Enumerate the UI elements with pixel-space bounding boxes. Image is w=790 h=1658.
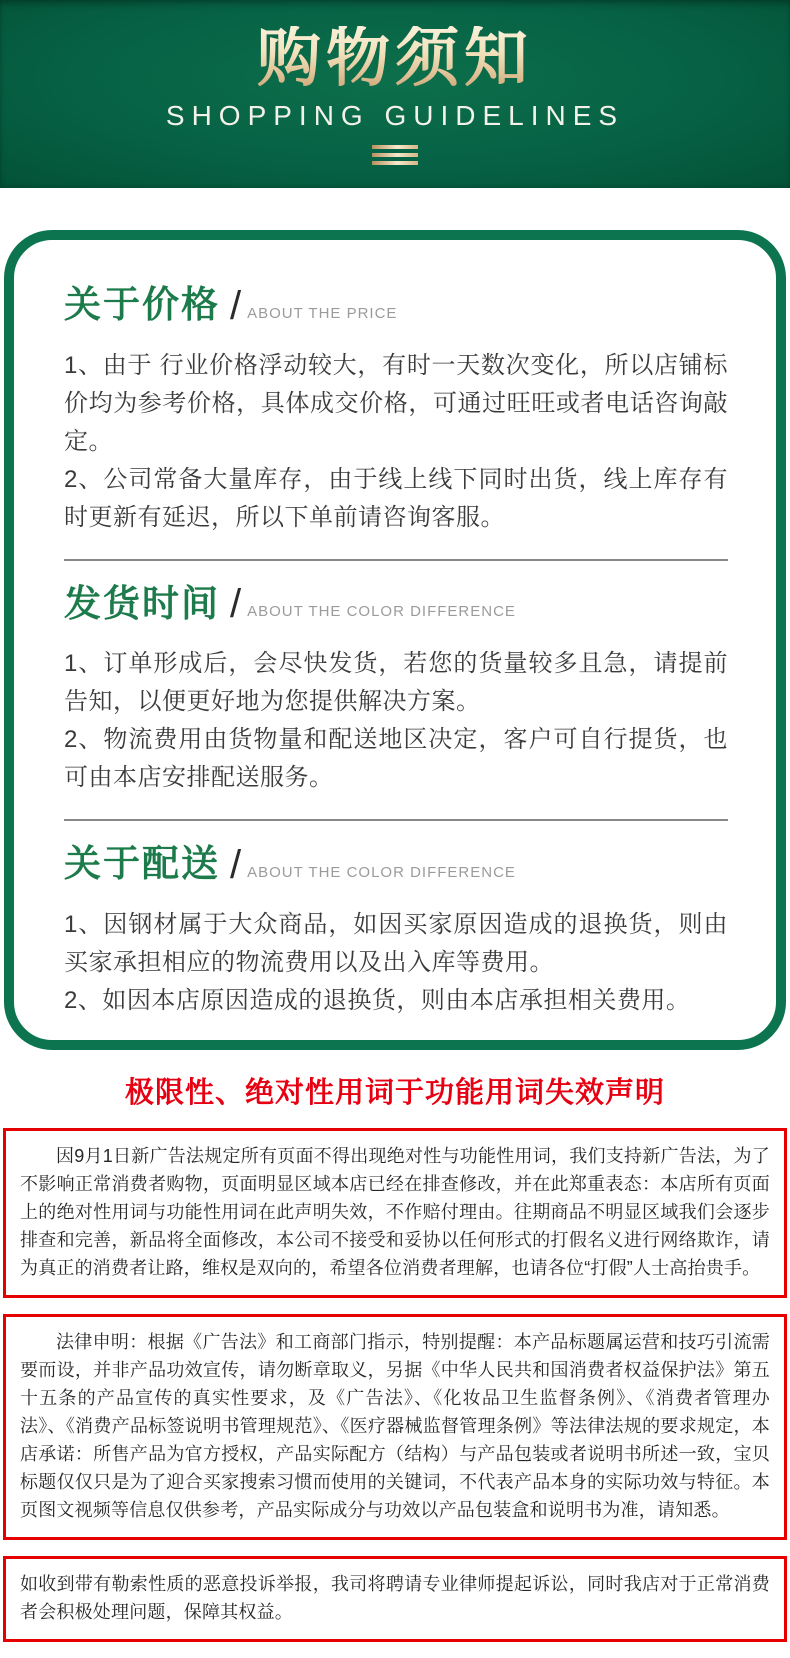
slash-divider: / [230, 582, 242, 627]
bar-middle [372, 153, 418, 157]
disclaimer-paragraph: 因9月1日新广告法规定所有页面不得出现绝对性与功能性用词，我们支持新广告法，为了不影响正常消费者购物，页面明显区域本店已经在排查修改，并在此郑重表态：本店所有页面上的绝对性用词与功能性用词在此声明失效，不作赔付理由。往期商品不明显区域我们会逐步排查和完善，新品将全面修改，本公司不接受和妥协以任何形式的打假名义进行网络欺诈，请为真正的消费者让路，维权是双向的，希望各位消费者理解，也请各位“打假”人士高抬贵手。 [20, 1145, 770, 1278]
banner-subtitle: SHOPPING GUIDELINES [165, 99, 625, 131]
section-subtitle: ABOUT THE COLOR DIFFERENCE [247, 603, 516, 621]
shopping-guidelines-banner [0, 0, 790, 188]
section-title: 关于价格 [64, 284, 220, 325]
section-title: 发货时间 [64, 582, 220, 624]
section-about-delivery [64, 843, 728, 1020]
section-divider [64, 819, 728, 821]
disclaimer-box-malicious-complaints [3, 1556, 787, 1642]
disclaimer-box-legal-statement [3, 1314, 787, 1540]
section-shipping-time [64, 583, 728, 798]
section-header [64, 843, 728, 886]
section-paragraph: 1、由于 行业价格浮动较大，有时一天数次变化，所以店铺标价均为参考价格，具体成交价格，可通过旺旺或者电话咨询敲定。 [64, 351, 728, 455]
section-body [64, 347, 728, 537]
section-header [64, 284, 728, 327]
section-paragraph: 2、物流费用由货物量和配送地区决定，客户可自行提货，也可由本店安排配送服务。 [64, 726, 728, 792]
banner-title: 购物须知 [257, 21, 533, 94]
section-about-price [64, 284, 728, 537]
disclaimer-paragraph: 如收到带有勒索性质的恶意投诉举报，我司将聘请专业律师提起诉讼，同时我店对于正常消费者会积极处理问题，保障其权益。 [20, 1573, 770, 1622]
section-paragraph: 2、如因本店原因造成的退换货，则由本店承担相关费用。 [64, 986, 691, 1014]
section-body [64, 645, 728, 797]
bar-bottom [372, 161, 418, 165]
disclaimer-paragraph: 法律申明：根据《广告法》和工商部门指示，特别提醒：本产品标题属运营和技巧引流需要而设，并非产品功效宣传，请勿断章取义，另据《中华人民共和国消费者权益保护法》第五十五条的产品宣传的真实性要求，及《广告法》、《化妆品卫生监督条例》、《消费者管理办法》、《消费产品标签说明书管理规范》、《医疗器械监督管理条例》等法律法规的要求规定，本店承诺：所售产品为官方授权，产品实际配方（结构）与产品包装或者说明书所述一致，宝贝标题仅仅只是为了迎合买家搜索习惯而使用的关键词，不代表产品本身的实际功效与特征。本页图文视频等信息仅供参考，产品实际成分与功效以产品包装盒和说明书为准，请知悉。 [20, 1331, 770, 1520]
section-subtitle: ABOUT THE COLOR DIFFERENCE [247, 863, 516, 881]
section-paragraph: 2、公司常备大量库存，由于线上线下同时出货，线上库存有时更新有延迟，所以下单前请咨询客服。 [64, 465, 728, 531]
section-divider [64, 559, 728, 561]
slash-divider: / [230, 283, 242, 328]
section-paragraph: 1、订单形成后，会尽快发货，若您的货量较多且急，请提前告知，以便更好地为您提供解决方案。 [64, 650, 728, 716]
section-subtitle: ABOUT THE PRICE [247, 304, 398, 322]
section-title: 关于配送 [64, 843, 220, 885]
section-paragraph: 1、因钢材属于大众商品，如因买家原因造成的退换货，则由买家承担相应的物流费用以及出入库等费用。 [64, 910, 728, 976]
slash-divider: / [230, 842, 242, 887]
guidelines-card [4, 230, 786, 1050]
disclaimer-box-ad-law [3, 1128, 787, 1298]
section-body [64, 906, 728, 1020]
section-header [64, 583, 728, 626]
triple-bar-icon [372, 145, 418, 165]
disclaimer-title: 极限性、绝对性用词于功能用词失效声明 [124, 1076, 665, 1109]
bar-top [372, 145, 418, 149]
